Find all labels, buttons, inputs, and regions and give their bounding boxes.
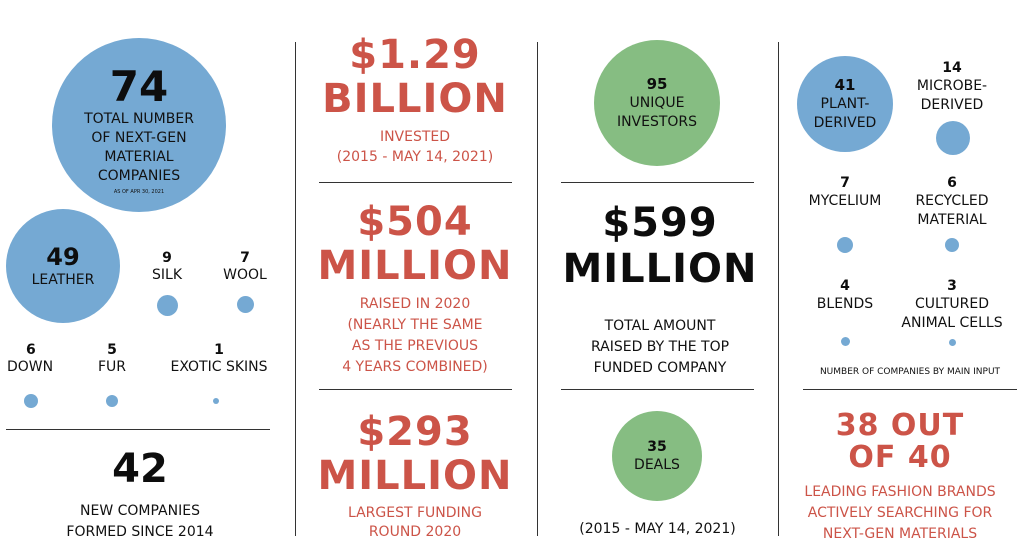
top-company-unit: MILLION	[562, 246, 758, 292]
down-label: DOWN	[6, 359, 54, 375]
invested-stat	[310, 33, 520, 167]
down-stat	[0, 342, 60, 377]
silk-label: SILK	[152, 267, 182, 283]
total-companies-label-1: TOTAL NUMBER	[84, 111, 194, 127]
raised-2020-label-2: (NEARLY THE SAME	[347, 317, 483, 333]
leather-number: 49	[46, 242, 80, 271]
col1-rule	[6, 429, 270, 430]
raised-2020-label-1: RAISED IN 2020	[359, 296, 471, 312]
investors-label-2: INVESTORS	[616, 114, 698, 130]
recycled-dot	[945, 238, 959, 252]
blends-dot	[841, 337, 850, 346]
wool-label: WOOL	[223, 267, 267, 283]
recycled-label-2: MATERIAL	[917, 212, 987, 228]
down-number: 6	[26, 342, 36, 358]
wool-number: 7	[240, 250, 250, 266]
mycelium-dot	[837, 237, 853, 253]
deals-period: (2015 - MAY 14, 2021)	[579, 521, 736, 537]
cultured-dot	[949, 339, 956, 346]
new-companies-label-2: FORMED SINCE 2014	[66, 524, 214, 540]
top-company-amount: $599	[602, 200, 718, 246]
divider-1	[295, 42, 296, 536]
fur-stat	[82, 342, 142, 377]
microbe-dot	[936, 121, 970, 155]
investors-bubble	[594, 40, 720, 166]
total-companies-number: 74	[109, 62, 169, 111]
microbe-label-1: MICROBE-	[916, 78, 988, 94]
microbe-number: 14	[942, 60, 962, 76]
plant-number: 41	[834, 75, 856, 94]
top-company-stat	[545, 200, 775, 379]
cultured-label-1: CULTURED	[914, 296, 990, 312]
mycelium-stat	[795, 174, 895, 211]
mycelium-label: MYCELIUM	[808, 193, 882, 209]
as-of-note: AS OF APR 30, 2021	[113, 189, 165, 195]
raised-2020-amount: $504	[357, 199, 473, 245]
largest-round-label-2: ROUND 2020	[368, 524, 462, 540]
cultured-stat	[895, 277, 1009, 333]
plant-label-2: DERIVED	[813, 114, 877, 131]
total-companies-label-4: COMPANIES	[97, 168, 181, 184]
brands-headline-2: OF 40	[848, 440, 952, 475]
total-companies-label-3: MATERIAL	[104, 149, 174, 165]
fur-number: 5	[107, 342, 117, 358]
exotic-dot	[213, 398, 219, 404]
raised-2020-label-3: AS THE PREVIOUS	[351, 338, 479, 354]
wool-dot	[237, 296, 254, 313]
raised-2020-unit: MILLION	[317, 243, 513, 289]
largest-round-stat	[305, 410, 525, 542]
plant-bubble	[797, 56, 893, 152]
invested-label-2: (2015 - MAY 14, 2021)	[336, 149, 494, 165]
leather-bubble	[6, 209, 120, 323]
fur-label: FUR	[97, 359, 127, 375]
exotic-stat	[164, 342, 274, 377]
invested-label-1: INVESTED	[379, 129, 451, 145]
deals-label: DEALS	[634, 456, 680, 473]
divider-2	[537, 42, 538, 536]
col2-rule-1	[319, 182, 512, 183]
silk-dot	[157, 295, 178, 316]
new-companies-label-1: NEW COMPANIES	[80, 503, 200, 519]
top-company-label-1: TOTAL AMOUNT	[604, 318, 716, 334]
deals-bubble	[612, 411, 702, 501]
blends-number: 4	[840, 278, 850, 294]
fur-dot	[106, 395, 118, 407]
new-companies-number: 42	[112, 446, 168, 492]
col4-rule	[803, 389, 1017, 390]
wool-stat	[210, 250, 280, 285]
brands-label-1: LEADING FASHION BRANDS	[804, 484, 996, 500]
leather-label: LEATHER	[31, 271, 95, 288]
col3-rule-1	[561, 182, 754, 183]
raised-2020-stat	[305, 200, 525, 378]
silk-number: 9	[162, 250, 172, 266]
blends-stat	[795, 277, 895, 314]
total-companies-label-2: OF NEXT-GEN	[91, 130, 187, 146]
top-company-label-3: FUNDED COMPANY	[593, 360, 727, 376]
largest-round-unit: MILLION	[317, 453, 513, 499]
investors-label-1: UNIQUE	[629, 95, 685, 111]
col2-rule-2	[319, 389, 512, 390]
exotic-label: EXOTIC SKINS	[170, 359, 268, 375]
top-company-label-2: RAISED BY THE TOP	[590, 339, 730, 355]
total-companies-bubble	[52, 38, 226, 212]
brands-label-2: ACTIVELY SEARCHING FOR	[807, 505, 993, 521]
microbe-stat	[900, 59, 1004, 115]
deals-number: 35	[647, 438, 667, 455]
divider-3	[778, 42, 779, 536]
brands-label-3: NEXT-GEN MATERIALS	[822, 526, 978, 542]
col3-rule-2	[561, 389, 754, 390]
largest-round-label-1: LARGEST FUNDING	[347, 505, 482, 521]
raised-2020-label-4: 4 YEARS COMBINED)	[342, 359, 488, 375]
largest-round-amount: $293	[357, 409, 473, 455]
main-input-caption: NUMBER OF COMPANIES BY MAIN INPUT	[819, 367, 1001, 377]
mycelium-number: 7	[840, 175, 850, 191]
microbe-label-2: DERIVED	[920, 97, 984, 113]
recycled-label-1: RECYCLED	[915, 193, 989, 209]
exotic-number: 1	[214, 342, 224, 358]
cultured-label-2: ANIMAL CELLS	[901, 315, 1003, 331]
brands-headline-1: 38 OUT	[835, 408, 965, 443]
brands-stat	[790, 410, 1010, 545]
recycled-number: 6	[947, 175, 957, 191]
silk-stat	[137, 250, 197, 285]
invested-amount: $1.29	[349, 32, 481, 78]
recycled-stat	[900, 174, 1004, 230]
down-dot	[24, 394, 38, 408]
blends-label: BLENDS	[816, 296, 874, 312]
plant-label-1: PLANT-	[820, 95, 870, 112]
cultured-number: 3	[947, 278, 957, 294]
invested-unit: BILLION	[322, 76, 508, 122]
new-companies-stat	[20, 445, 260, 543]
investors-number: 95	[646, 75, 668, 93]
